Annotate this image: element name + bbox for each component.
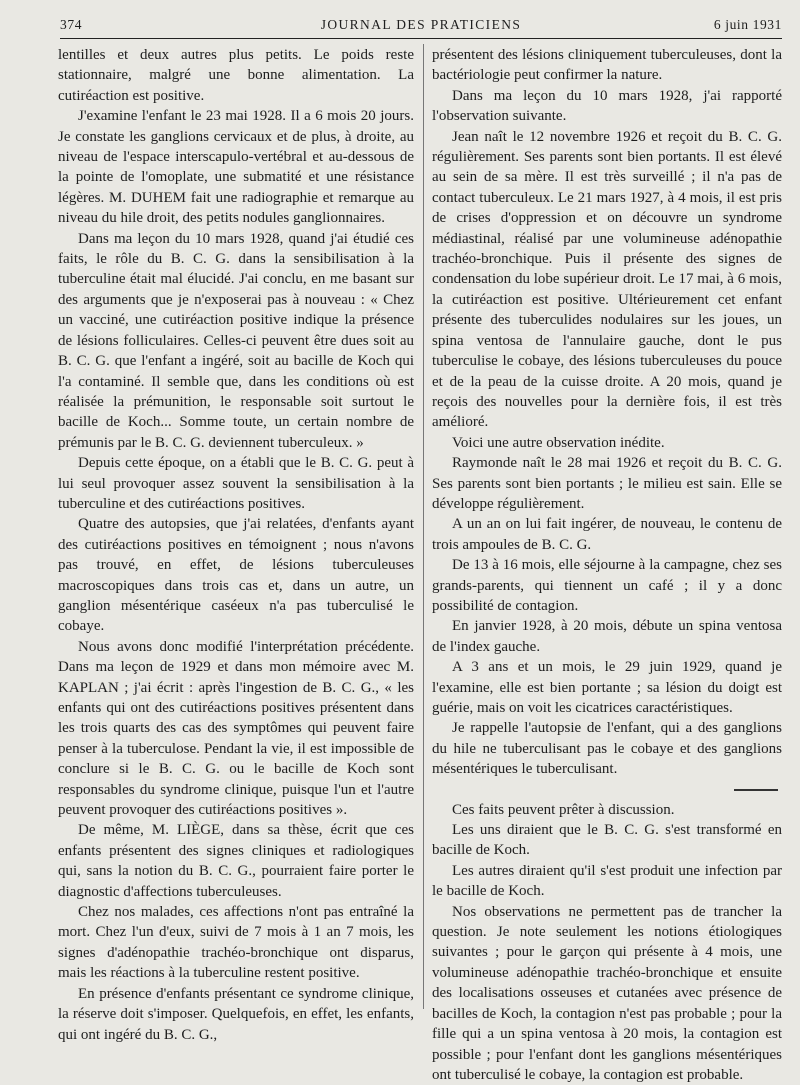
paragraph: Depuis cette époque, on a établi que le B. C. G. peut à lui seul provoquer assez souvent la sensibilisation à la tuberculine et des cutiréactions positives.: [58, 455, 414, 512]
paragraph: Voici une autre observation inédite.: [452, 434, 665, 451]
paragraph: Raymonde naît le 28 mai 1926 et reçoit du B. C. G. Ses parents sont bien portants ; le milieu est sain. Elle se développe régulièrement.: [432, 455, 782, 512]
header-rule: [60, 38, 782, 39]
paragraph: Les uns diraient que le B. C. G. s'est transformé en bacille de Koch.: [432, 822, 782, 859]
paragraph: lentilles et deux autres plus petits. Le poids reste stationnaire, malgré une bonne alimentation. La cutiréaction est positive.: [58, 47, 414, 104]
paragraph: En janvier 1928, à 20 mois, débute un spina ventosa de l'index gauche.: [432, 618, 782, 655]
section-separator: [432, 780, 782, 800]
paragraph: Je rappelle l'autopsie de l'enfant, qui a des ganglions du hile ne tuberculisant pas le cobaye et des ganglions mésentériques le tuberculisant.: [432, 720, 782, 778]
paragraph: De 13 à 16 mois, elle séjourne à la campagne, chez ses grands-parents, qui tiennent un café ; il y a donc possibilité de contagion.: [432, 557, 782, 614]
paragraph: Dans ma leçon du 10 mars 1928, quand j'ai étudié ces faits, le rôle du B. C. G. dans la sensibilisation à la tuberculine était mal élucidé. J'ai conclu, en me basant sur des arguments que je n'exposerai pas à nouveau : « Chez un vacciné, une cutiréaction positive indique la présence de lésions folliculaires. Celles-ci peuvent être dues soit au B. C. G. que l'enfant a ingéré, soit au bacille de Koch qui l'a contaminé. Il semble que, dans les conditions où est réalisée la prémunition, le responsable soit surtout le bacille de Koch... Somme toute, un certain nombre de prémunis par le B. C. G. deviennent tuberculeux. »: [58, 230, 414, 451]
paragraph: Chez nos malades, ces affections n'ont pas entraîné la mort. Chez l'un d'eux, suivi de 7 mois à 1 an 7 mois, les signes d'adénopathie trachéo-bronchique ont disparus, mais les réactions à la tuberculine restent positive.: [58, 904, 414, 982]
paragraph: présentent des lésions cliniquement tuberculeuses, dont la bactériologie peut confirmer la nature.: [432, 47, 782, 84]
page-header: [60, 17, 782, 39]
paragraph: Ces faits peuvent prêter à discussion.: [452, 801, 675, 818]
paragraph: Quatre des autopsies, que j'ai relatées, d'enfants ayant des cutiréactions positives en témoignent ; nous n'avons pas trouvé, en effet, de lésions tuberculeuses macroscopiques dans trois cas et, dans un autre, un ganglion mésentérique caséeux n'a pas tuberculisé le cobaye.: [58, 516, 414, 635]
paragraph: A un an on lui fait ingérer, de nouveau, le contenu de trois ampoules de B. C. G.: [432, 516, 782, 553]
column-divider: [423, 44, 424, 1009]
paragraph: Les autres diraient qu'il s'est produit une infection par le bacille de Koch.: [432, 862, 782, 900]
paragraph: Dans ma leçon du 10 mars 1928, j'ai rapporté l'observation suivante.: [432, 87, 782, 125]
paragraph: J'examine l'enfant le 23 mai 1928. Il a 6 mois 20 jours. Je constate les ganglions cervicaux et de plus, à droite, au niveau de l'espace interscapulo-vertébral et au-dessous de la pointe de l'omoplate, une submatité et une résistance légères. M. DUHEM fait une radiographie et remarque au niveau du hile droit, des petits nodules ganglionnaires.: [58, 108, 414, 227]
issue-date: 6 juin 1931: [713, 17, 782, 32]
paragraph: A 3 ans et un mois, le 29 juin 1929, quand je l'examine, elle est bien portante ; sa lésion du doigt est guérie, mais on voit les cicatrices caractéristiques.: [432, 659, 782, 716]
left-column: [58, 45, 414, 1045]
journal-title: JOURNAL DES PRATICIENS: [320, 17, 522, 32]
paragraph: Nos observations ne permettent pas de trancher la question. Je note seulement les notions étiologiques suivantes ; pour le garçon qui présente à 4 mois, une volumineuse adénopathie trachéo-bronchique et ensuite des localisations osseuses et cutanées avec présence de bacilles de Koch, la contagion n'est pas probable ; pour la fille qui a un spina ventosa à 20 mois, la contagion est possible ; pour l'enfant dont les ganglions mésentériques ont tuberculisé le cobaye, la contagion est probable.: [432, 903, 782, 1083]
page-number: 374: [60, 17, 83, 32]
paragraph: En présence d'enfants présentant ce syndrome clinique, la réserve doit s'imposer. Quelquefois, en effet, les enfants, qui ont ingéré du B. C. G.,: [58, 985, 414, 1043]
paragraph: Jean naît le 12 novembre 1926 et reçoit du B. C. G. régulièrement. Ses parents sont bien portants. Il est élevé au sein de sa mère. Il est très surveillé ; il n'a pas de contact tuberculeux. Le 21 mars 1927, à 4 mois, il est pris de crises d'oppression et on découvre un syndrome médiastinal, réalisé par une volumineuse adénopathie trachéo-bronchique. Puis il présente des signes de condensation du lobe supérieur droit. Le 17 mai, à 6 mois, la cutiréaction est positive. Ultérieurement cet enfant présente des tuberculides nodulaires sur les joues, un spina ventosa de l'annulaire gauche, dont le pus tuberculise le cobaye, des lésions tuberculeuses du pouce et de la peau de la cuisse droite. A 20 mois, quand je reçois des nouvelles pour la dernière fois, il est très amélioré.: [432, 128, 782, 431]
right-column: [432, 45, 782, 1085]
paragraph: De même, M. LIÈGE, dans sa thèse, écrit que ces enfants présentent des signes cliniques et radiologiques qui, sans la notion du B. C. G., pourraient faire porter le diagnostic d'affections tuberculeuses.: [58, 822, 414, 900]
paragraph: Nous avons donc modifié l'interprétation précédente. Dans ma leçon de 1929 et dans mon mémoire avec M. KAPLAN ; j'ai écrit : après l'ingestion de B. C. G., « les enfants qui ont des cutiréactions positives présentent dans les trois quarts des cas des symptômes qui peuvent faire penser à la tuberculose. Pendant la vie, il est impossible de conclure si le B. C. G. ou le bacille de Koch sont responsables du syndrome clinique, puisque l'un et l'autre peuvent provoquer des cutiréactions positives ».: [58, 638, 414, 819]
